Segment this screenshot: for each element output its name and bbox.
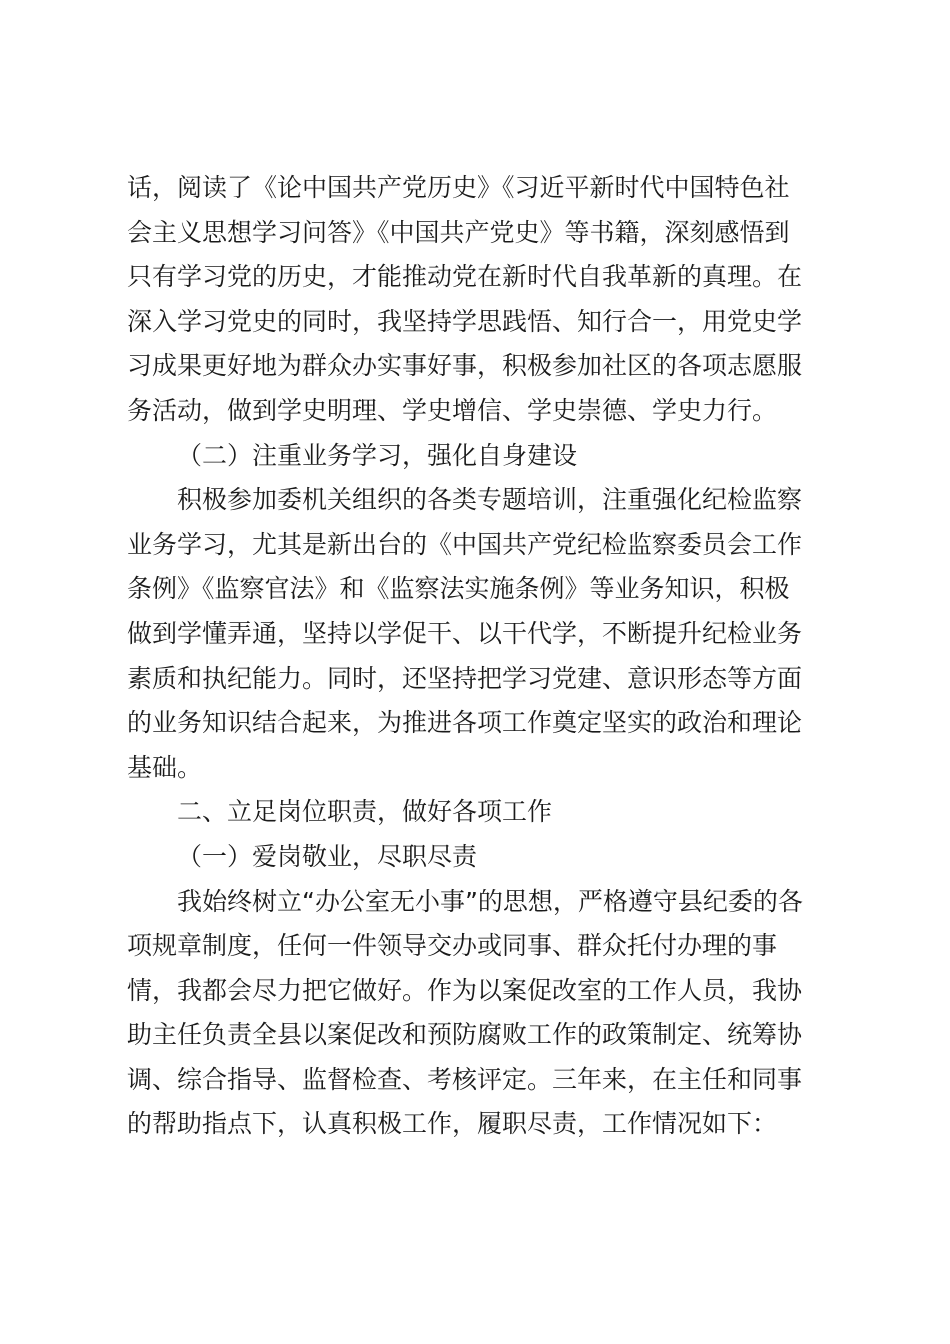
text-line: 深入学习党史的同时，我坚持学思践悟、知行合一，用党史学: [127, 306, 803, 336]
paragraph-business-study: [127, 478, 827, 790]
paragraph-party-history-study: [127, 166, 827, 434]
text-line: 只有学习党的历史，才能推动党在新时代自我革新的真理。在: [127, 262, 803, 292]
text-line: 话，阅读了《论中国共产党历史》《习近平新时代中国特色社: [127, 173, 790, 202]
text-line: 助主任负责全县以案促改和预防腐败工作的政策制定、统筹协: [127, 1020, 803, 1050]
text-line: 情，我都会尽力把它做好。作为以案促改室的工作人员，我协: [127, 975, 803, 1005]
paragraph-work-situation: [127, 880, 827, 1148]
text-line: 务活动，做到学史明理、学史增信、学史崇德、学史力行。: [127, 395, 778, 425]
text-line: 会主义思想学习问答》《中国共产党史》等书籍，深刻感悟到: [127, 217, 790, 247]
text-line: 我始终树立“办公室无小事”的思想，严格遵守县纪委的各: [177, 886, 803, 916]
text-line: 积极参加委机关组织的各类专题培训，注重强化纪检监察: [177, 485, 803, 515]
text-line: 做到学懂弄通，坚持以学促干、以干代学，不断提升纪检业务: [127, 618, 803, 648]
subheading-business-study: （二）注重业务学习，强化自身建设: [177, 440, 578, 470]
text-line: 素质和执纪能力。同时，还坚持把学习党建、意识形态等方面: [127, 663, 803, 693]
text-line: 的帮助指点下，认真积极工作，履职尽责，工作情况如下：: [127, 1109, 778, 1139]
text-line: 业务学习，尤其是新出台的《中国共产党纪检监察委员会工作: [127, 529, 803, 559]
section-heading-duties: 二、立足岗位职责，做好各项工作: [177, 797, 553, 827]
text-line: 的业务知识结合起来，为推进各项工作奠定坚实的政治和理论: [127, 708, 803, 738]
document-body: [127, 166, 827, 1147]
text-line: 习成果更好地为群众办实事好事，积极参加社区的各项志愿服: [127, 351, 803, 381]
text-line: 项规章制度，任何一件领导交办或同事、群众托付办理的事: [127, 931, 778, 961]
text-line: 基础。: [127, 752, 203, 782]
text-line: 条例》《监察官法》和《监察法实施条例》等业务知识，积极: [127, 574, 790, 604]
subheading-dedication: （一）爱岗敬业，尽职尽责: [177, 841, 478, 871]
text-line: 调、综合指导、监督检查、考核评定。三年来，在主任和同事: [127, 1064, 803, 1094]
